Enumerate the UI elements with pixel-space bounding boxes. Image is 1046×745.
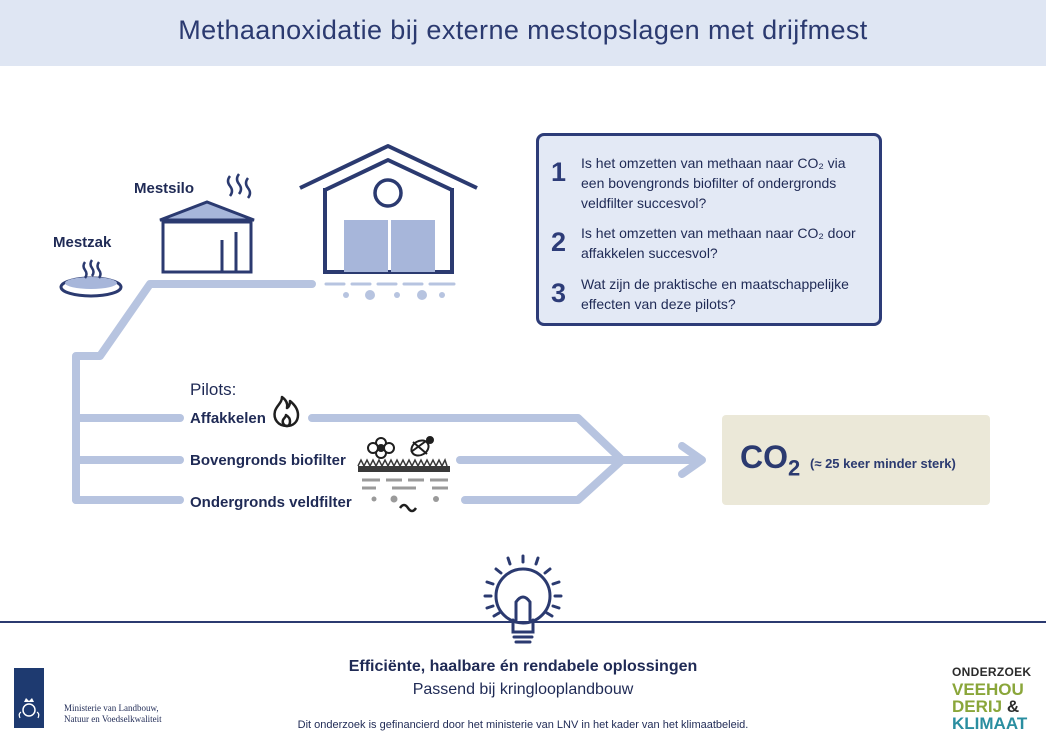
logo-line-2: VEEHOU [952,680,1024,699]
page-title: Methaanoxidatie bij externe mestopslagen met drijfmest [178,15,868,45]
co2-result-box [722,415,990,505]
conclusion-subline: Passend bij kringlooplandbouw [412,681,634,698]
pilot-affakkelen: Affakkelen [190,410,266,427]
co2-label: $CO_2$ [740,439,801,481]
flower-icon [368,438,394,458]
divider [0,621,1046,623]
mestzak-label: Mestzak [53,234,112,251]
co2-note: (≈ 25 keer minder sterk) [810,456,956,471]
ministry-logo [14,668,162,728]
funding-footnote: Dit onderzoek is gefinancierd door het ministerie van LNV in het kader van het klimaatbeleid. [297,719,749,731]
steam-icon [228,174,250,198]
slurry-dots [343,290,445,300]
logo-line-1: ONDERZOEK [952,665,1032,679]
lightbulb-icon [485,556,561,642]
pilot-bovengronds-biofilter: Bovengronds biofilter [190,452,346,469]
steam-icon [84,260,101,278]
crown-icon [14,668,44,728]
question-text: Is het omzetten van methaan naar CO₂ door affakkelen succesvol? [581,225,856,261]
question-number: 3 [551,278,567,308]
question-text: Wat zijn de praktische en maatschappelijke effecten van deze pilots? [581,276,849,312]
pilots-heading: Pilots: [190,380,237,399]
ministry-emblem [14,668,44,728]
research-questions-box [536,133,882,326]
mestzak-icon [61,277,121,296]
soil-layer [358,460,450,503]
question-text: Is het omzetten van methaan naar CO₂ via een bovengronds biofilter of ondergronds veldfilter succesvol? [581,155,846,211]
barn-icon [300,146,477,272]
silo-icon [160,202,254,272]
question-number: 1 [551,157,567,187]
worm-icon [400,505,416,511]
pilot-ondergronds-veldfilter: Ondergronds veldfilter [190,494,352,511]
onderzoek-logo [952,664,1036,732]
logo-line-4: KLIMAAT [952,714,1028,733]
question-number: 2 [551,227,567,257]
mestsilo-label: Mestsilo [134,180,195,197]
flame-icon [275,397,298,426]
ministry-name: Ministerie van Landbouw, Natuur en Voedselkwaliteit [64,703,162,724]
conclusion-headline: Efficiënte, haalbare én rendabele oplossingen [348,658,698,675]
bug-icon [409,437,433,459]
logo-line-3: DERIJ & [952,697,1020,716]
